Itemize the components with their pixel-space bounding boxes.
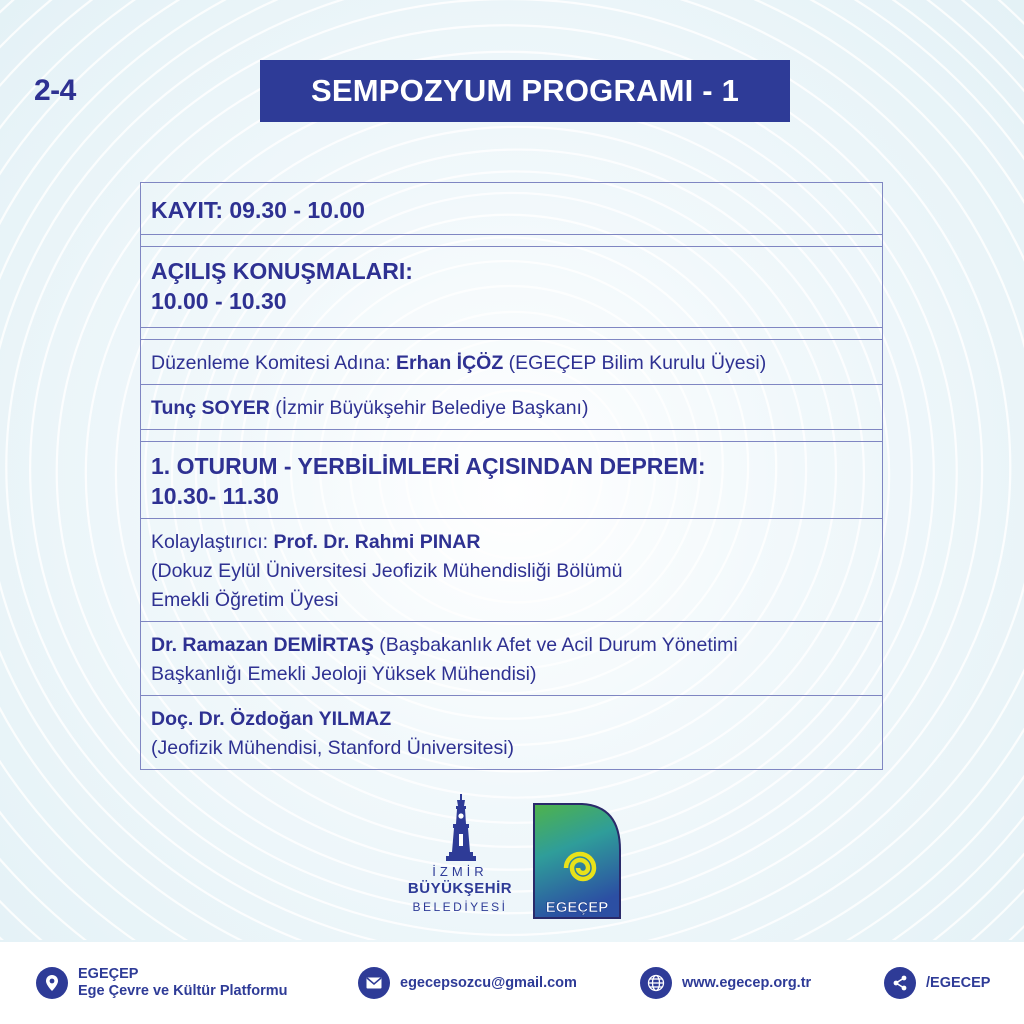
speaker-name: Dr. Ramazan DEMİRTAŞ <box>151 634 374 656</box>
mail-icon <box>358 967 390 999</box>
footer-org-full: Ege Çevre ve Kültür Platformu <box>78 983 288 999</box>
facilitator-name: Prof. Dr. Rahmi PINAR <box>273 531 481 553</box>
speaker-name: Erhan İÇÖZ <box>395 352 504 374</box>
speaker-row <box>141 696 882 770</box>
footer-social[interactable] <box>884 942 990 1024</box>
row-spacer <box>141 235 882 247</box>
footer-website-text[interactable]: www.egecep.org.tr <box>682 974 812 991</box>
logos-area <box>0 794 1024 924</box>
session-title: 1. OTURUM - YERBİLİMLERİ AÇISINDAN DEPREM: <box>151 453 706 479</box>
facilitator-row <box>141 519 882 622</box>
speaker-name: Doç. Dr. Özdoğan YILMAZ <box>151 708 392 730</box>
speaker-name: Tunç SOYER <box>151 397 270 419</box>
page-number: 2-4 <box>34 74 76 107</box>
location-pin-icon <box>36 967 68 999</box>
ibb-logo-text: BELEDİYESİ <box>412 900 508 914</box>
clock-tower-icon <box>441 794 481 862</box>
row-spacer <box>141 430 882 442</box>
speaker-affiliation-cont: Başkanlığı Emekli Jeoloji Yüksek Mühendisi) <box>151 663 537 685</box>
opening-row <box>141 247 882 328</box>
footer-org-name: EGEÇEP <box>78 966 139 982</box>
opening-speaker-row <box>141 340 882 385</box>
svg-text:EGEÇEP: EGEÇEP <box>545 899 609 916</box>
speaker-role: Düzenleme Komitesi Adına: <box>151 352 396 374</box>
egecep-logo <box>532 802 622 920</box>
ibb-logo-text: İZMİR <box>432 864 488 879</box>
speaker-affiliation: (EGEÇEP Bilim Kurulu Üyesi) <box>503 352 767 374</box>
speaker-row <box>141 622 882 696</box>
schedule-table <box>140 182 883 770</box>
globe-icon <box>640 967 672 999</box>
session-time: 10.30- 11.30 <box>151 483 279 509</box>
facilitator-role: Kolaylaştırıcı: <box>151 531 274 553</box>
page-title: SEMPOZYUM PROGRAMI - 1 <box>260 60 790 122</box>
speaker-affiliation: (İzmir Büyükşehir Belediye Başkanı) <box>269 397 589 419</box>
share-icon <box>884 967 916 999</box>
opening-speaker-row <box>141 385 882 430</box>
facilitator-affiliation: (Dokuz Eylül Üniversitesi Jeofizik Mühendisliği Bölümü <box>151 560 623 582</box>
session-row <box>141 442 882 519</box>
footer-email-text[interactable]: egecepsozcu@gmail.com <box>400 974 577 991</box>
footer-email[interactable] <box>358 942 577 1024</box>
izmir-municipality-logo <box>405 794 515 922</box>
footer-organization <box>36 942 288 1024</box>
footer-social-text[interactable]: /EGECEP <box>926 974 991 991</box>
footer <box>0 942 1024 1024</box>
opening-time: 10.00 - 10.30 <box>151 288 287 314</box>
opening-title: AÇILIŞ KONUŞMALARI: <box>151 258 413 284</box>
ibb-logo-text: BÜYÜKŞEHİR <box>407 880 513 897</box>
facilitator-title: Emekli Öğretim Üyesi <box>151 589 339 611</box>
row-spacer <box>141 328 882 340</box>
speaker-affiliation: (Başbakanlık Afet ve Acil Durum Yönetimi <box>373 634 738 656</box>
footer-website[interactable] <box>640 942 811 1024</box>
speaker-affiliation: (Jeofizik Mühendisi, Stanford Üniversitesi) <box>151 737 515 759</box>
registration-row: KAYIT: 09.30 - 10.00 <box>141 183 882 235</box>
